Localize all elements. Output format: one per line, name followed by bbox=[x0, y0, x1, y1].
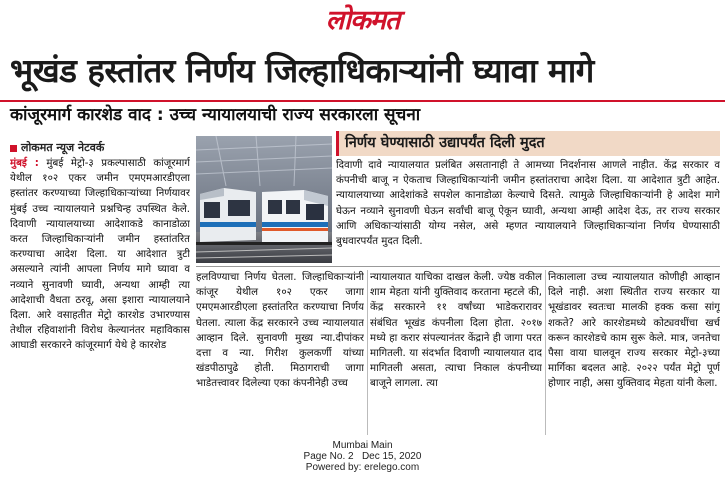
powered-by: Powered by: erelego.com bbox=[305, 462, 420, 473]
byline-text: लोकमत न्यूज नेटवर्क bbox=[21, 141, 105, 154]
issue-date: Dec 15, 2020 bbox=[361, 451, 422, 462]
dateline: मुंबई : bbox=[10, 158, 39, 169]
callout-text: दिवाणी दावे न्यायालयात प्रलंबित असतानाही ते आमच्या निदर्शनास आणले नाहीत. केंद्र सरकार व कंपनीची बाजू न ऐकताच जिल्हाधिकाऱ्यांनी जमीन हस्तांतराचा आदेश दिला. या आदेशात त्रुटी आहेत. न्यायालयाच्या आदेशांकडे सपशेल कानाडोळा केल्याचे दिसते. त्यामुळे जिल्हाधिकाऱ्यांनी हे आदेश मागे घेऊन नव्याने सुनावणी घेऊन सर्वांची बाजू ऐकून घ्यावी, अन्यथा आम्ही आदेश देऊ, तर राज्य सरकार आणि अधिकाऱ्यांसाठी योग्य नसेल, असे म्हणत न्यायालयाने जिल्हाधिकाऱ्यांना निर्णय घेण्यासाठी बुधवारपर्यंत मुदत दिली. bbox=[336, 160, 720, 248]
article-column-3: न्यायालयात याचिका दाखल केली. ज्येष्ठ वकील शाम मेहता यांनी युक्तिवाद करताना म्हटले की, केंद्र सरकारने ११ वर्षांच्या भाडेकरारावर संबंधित भूखंड कंपनीला दिला होता. २०१७ मध्ये हा करार संपल्यानंतर केंद्राने ही जागा परत मागितली. या संदर्भात दिवाणी न्यायालयात दाद मागितली असता, त्याचा निकाल कंपनीच्या बाजूने लागला. त्या bbox=[370, 272, 542, 390]
subheadline: कांजूरमार्ग कारशेड वाद : उच्च न्यायालयाची राज्य सरकारला सूचना bbox=[10, 105, 421, 125]
article-column-4: निकालाला उच्च न्यायालयात कोणीही आव्हान दिले नाही. अशा स्थितीत राज्य सरकार या भूखंडावर स्वतःचा मालकी हक्क कसा सांगू शकते? आरे कारशेडमध्ये कोट्यवधींचा खर्च करून कारशेडचे काम सुरू केले. मात्र, जनतेचा पैसा वाया घालवून राज्य सरकार मेट्रो-३च्या मार्गिका बदलत आहे. २०२२ पर्यंत मेट्रो पूर्ण होणार नाही, असा युक्तिवाद मेहता यांनी केला. bbox=[548, 272, 720, 390]
lokmat-logo: लोकमत bbox=[325, 5, 400, 36]
article-column-2: हलविण्याचा निर्णय घेतला. जिल्हाधिकाऱ्यांनी कांजूर येथील १०२ एकर जागा एमएमआरडीएला हस्तांतरित करण्याचा निर्णय घेतला. त्याला केंद्र सरकारने उच्च न्यायालयात आव्हान दिले. सुनावणी मुख्य न्या.दीपांकर दत्ता व न्या. गिरीश कुलकर्णी यांच्या खंडपीठापुढे होती. मिठागराची जागा भाडेतत्त्वावर दिलेल्या एका कंपनीनेही उच्च bbox=[196, 272, 364, 390]
article-column-1-text: मुंबई मेट्रो-३ प्रकल्पासाठी कांजूरमार्ग येथील १०२ एकर जमीन एमएमआरडीएला हस्तांतर करण्याच्या जिल्हाधिकाऱ्यांच्या निर्णयावर मुंबई उच्च न्यायालयाने प्रश्नचिन्ह उपस्थित केले. दिवाणी न्यायालयाच्या आदेशाकडे कानाडोळा करत जिल्हाधिकाऱ्यांनी जमीन हस्तांतरित करण्याचा आदेश दिला. या आदेशात त्रुटी असल्याने त्यांनी आपला निर्णय मागे घ्यावा व नव्याने सुनावणी घ्यावी, अन्यथा आम्ही त्या आदेशाची वैधता ठरवू, असा इशारा न्यायालयाने दिला. आरे वसाहतीत मेट्रो कारशेड उभारण्यास तेथील रहिवाशांनी विरोध केल्यानंतर महाविकास आघाडी सरकारने कांजूरमार्ग येथे हे कारशेड bbox=[10, 158, 190, 352]
column-divider bbox=[367, 270, 368, 435]
page-footer bbox=[0, 440, 725, 485]
metro-train-image bbox=[196, 136, 332, 263]
callout-title: निर्णय घेण्यासाठी उद्यापर्यंत दिली मुदत bbox=[336, 131, 720, 156]
edition-name: Mumbai Main bbox=[332, 440, 393, 451]
headline: भूखंड हस्तांतर निर्णय जिल्हाधिकाऱ्यांनी घ्यावा मागे bbox=[10, 51, 594, 90]
page-number: Page No. 2 bbox=[303, 451, 354, 462]
masthead bbox=[0, 4, 725, 40]
article-column-1 bbox=[10, 156, 190, 432]
byline-marker-icon bbox=[10, 145, 17, 152]
page-info bbox=[0, 451, 725, 462]
column-divider bbox=[545, 270, 546, 435]
metro-train-photo bbox=[196, 136, 332, 263]
section-divider bbox=[196, 266, 720, 267]
